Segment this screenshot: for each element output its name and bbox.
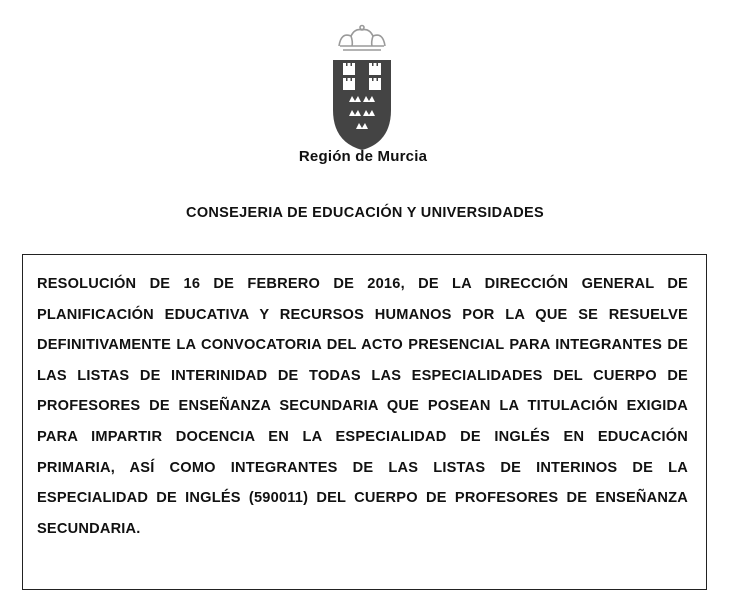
- shield-icon: [333, 60, 391, 150]
- ministry-heading: CONSEJERIA DE EDUCACIÓN Y UNIVERSIDADES: [186, 205, 544, 221]
- crown-icon: [339, 26, 385, 51]
- region-de-murcia-coat-of-arms-icon: [327, 24, 397, 154]
- region-name: Región de Murcia: [298, 148, 428, 165]
- resolution-text: RESOLUCIÓN DE 16 DE FEBRERO DE 2016, DE LA DIRECCIÓN GENERAL DE PLANIFICACIÓN EDUCATIVA Y RECURSOS HUMANOS POR LA QUE SE RESUELVE DEFINITIVAMENTE LA CONVOCATORIA DEL ACTO PRESENCIAL PARA INTEGRANTES DE LAS LISTAS DE INTERINIDAD DE TODAS LAS ESPECIALIDADES DEL CUERPO DE PROFESORES DE ENSEÑANZA SECUNDARIA QUE POSEAN LA TITULACIÓN EXIGIDA PARA IMPARTIR DOCENCIA EN LA ESPECIALIDAD DE INGLÉS EN EDUCACIÓN PRIMARIA, ASÍ COMO INTEGRANTES DE LAS LISTAS DE INTERINOS DE LA ESPECIALIDAD DE INGLÉS (590011) DEL CUERPO DE PROFESORES DE ENSEÑANZA SECUNDARIA.: [37, 276, 688, 537]
- resolution-box: [22, 254, 707, 590]
